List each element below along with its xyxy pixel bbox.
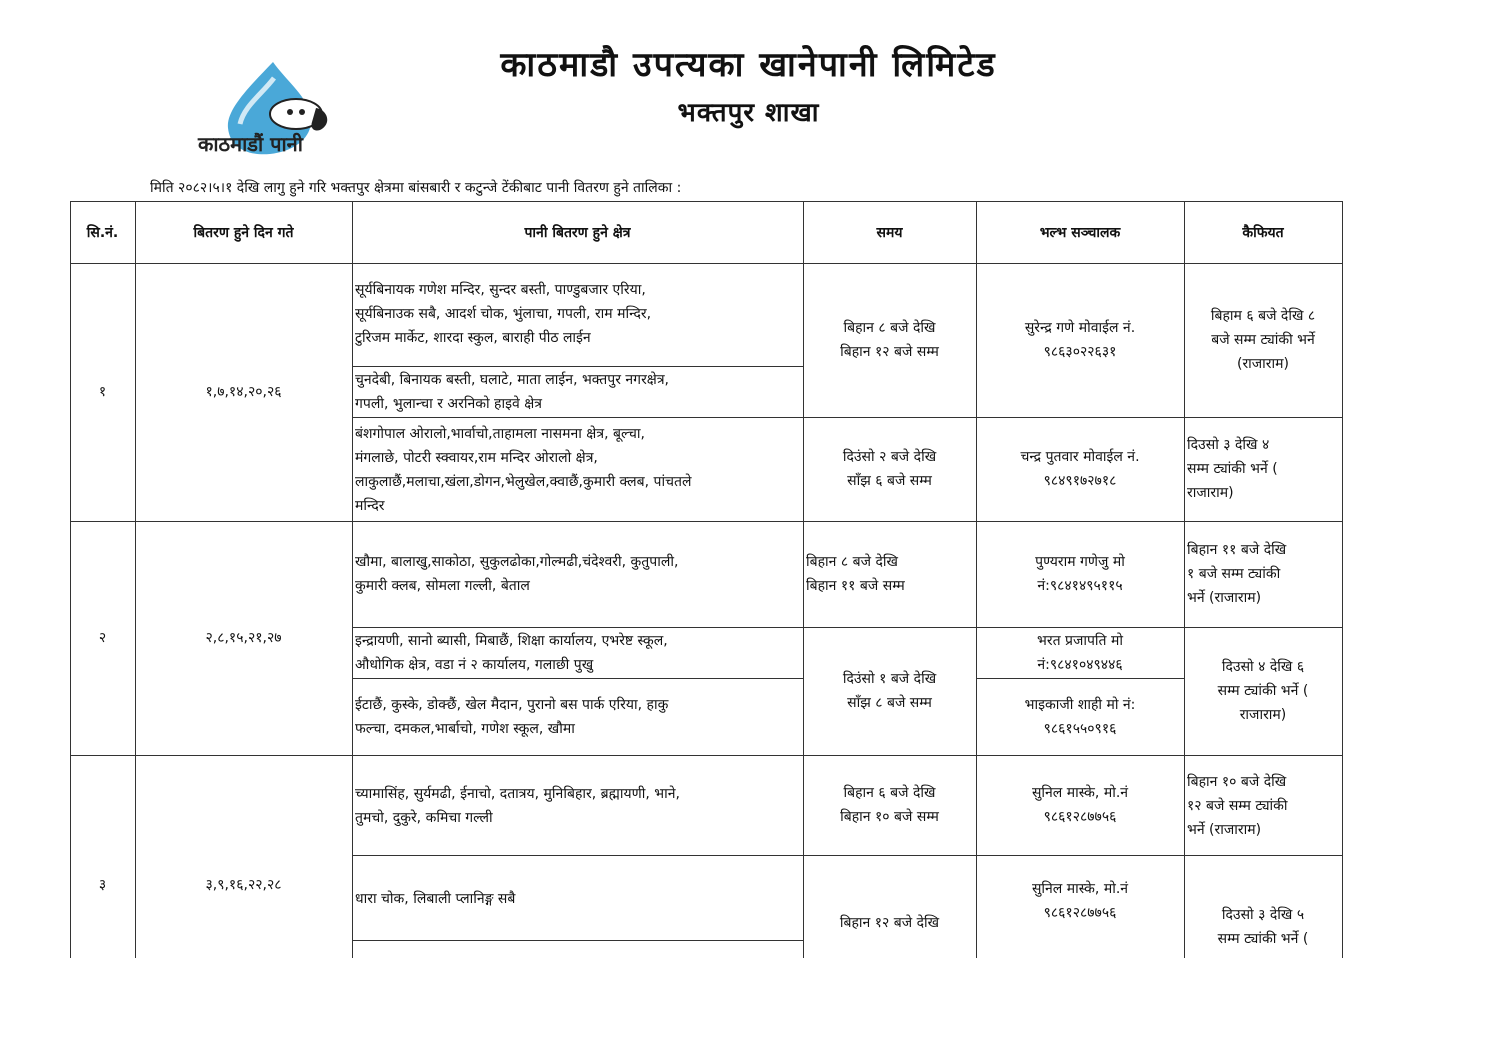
row-3-operator-2: सुनिल मास्के, मो.नं ९८६१२८७७५६	[1031, 881, 1129, 921]
distribution-table	[70, 201, 1343, 958]
grid-line	[1342, 201, 1343, 958]
notice-text: मिति २०८२।५।१ देखि लागु हुने गरि भक्तपुर क्षेत्रमा बांसबारी र कटुन्जे टेंकीबाट पानी वितरण हुने तालिका :	[150, 180, 682, 196]
col-header-sn: सि.नं.	[86, 224, 119, 241]
row-2-remarks-1: बिहान ११ बजे देखि १ बजे सम्म ट्यांकी भर्ने (राजाराम)	[1187, 542, 1287, 606]
col-header-area: पानी बितरण हुने क्षेत्र	[524, 224, 631, 241]
row-3-operator-1: सुनिल मास्के, मो.नं ९८६१२८७७५६	[1031, 785, 1129, 825]
row-2-area-2: इन्द्रायणी, सानो ब्यासी, मिबाछैं, शिक्षा कार्यालय, एभरेष्ट स्कूल, औधोगिक क्षेत्र, वडा नं २ कार्यालय, गलाछी पुखु	[355, 633, 668, 673]
row-2-dates: २,८,१५,२१,२७	[205, 630, 282, 646]
row-1-remarks-2: दिउसो ३ देखि ४ सम्म ट्यांकी भर्ने ( राजाराम)	[1187, 437, 1278, 501]
row-1-area-1: सूर्यबिनायक गणेश मन्दिर, सुन्दर बस्ती, पाण्डुबजार एरिया, सूर्यबिनाउक सबै, आदर्श चोक, भुंलाचा, गपली, राम मन्दिर, टुरिजम मार्केट, शारदा स्कुल, बाराही पीठ लाईन	[355, 282, 652, 346]
row-1-area-3: बंशगोपाल ओरालो,भार्वाचो,ताहामला नासमना क्षेत्र, बूल्चा, मंगलाछे, पोटरी स्क्वायर,राम मन्दिर ओरालो क्षेत्र, लाकुलाछैं,मलाचा,खंला,डोगन,भेलुखेल,क्वाछैं,कुमारी क्लब, पांचतले मन्दिर	[355, 426, 692, 514]
row-1-area-2: चुनदेबी, बिनायक बस्ती, घलाटे, माता लाईन, भक्तपुर नगरक्षेत्र, गपली, भुलान्चा र अरनिको हाइवे क्षेत्र	[355, 372, 670, 412]
row-2-time-1: बिहान ८ बजे देखि बिहान ११ बजे सम्म	[806, 554, 905, 594]
branch-title: भक्तपुर शाखा	[677, 98, 820, 128]
row-2-time-2: दिउंसो १ बजे देखि साँझ ८ बजे सम्म	[842, 671, 937, 711]
grid-line	[352, 201, 353, 958]
row-3-time-1: बिहान ६ बजे देखि बिहान १० बजे सम्म	[840, 785, 939, 825]
row-3-area-2: धारा चोक, लिबाली प्लानिङ्ग सबै	[355, 891, 516, 907]
org-title: काठमाडौ उपत्यका खानेपानी लिमिटेड	[500, 45, 997, 85]
grid-line	[352, 940, 804, 941]
row-3-sn: ३	[98, 877, 107, 893]
row-2-area-1: खौमा, बालाखु,साकोठा, सुकुलढोका,गोल्मढी,चंदेश्वरी, कुतुपाली, कुमारी क्लब, सोमला गल्ली, बेताल	[355, 554, 679, 594]
row-2-sn: २	[98, 630, 107, 646]
row-2-remarks-2: दिउसो ४ देखि ६ सम्म ट्यांकी भर्ने ( राजाराम)	[1217, 659, 1309, 723]
row-3-time-2: बिहान १२ बजे देखि	[839, 915, 940, 931]
col-header-time: समय	[876, 224, 903, 241]
row-3-area-1: च्यामासिंह, सुर्यमढी, ईनाचो, दतात्रय, मुनिबिहार, ब्रह्मायणी, भाने, तुमचो, दुकुरे, कमिचा गल्ली	[355, 786, 680, 826]
row-2-area-3: ईटाछैं, कुस्के, डोक्छैं, खेल मैदान, पुरानो बस पार्क एरिया, हाकु फल्चा, दमकल,भार्बाचो, गणेश स्कूल, खौमा	[355, 697, 669, 737]
row-1-dates: १,७,१४,२०,२६	[205, 384, 282, 400]
row-3-dates: ३,९,१६,२२,२८	[205, 877, 282, 893]
row-1-time-2: दिउंसो २ बजे देखि साँझ ६ बजे सम्म	[842, 449, 937, 489]
logo-text: काठमाडौं पानी	[198, 132, 303, 156]
grid-line	[352, 678, 804, 679]
row-1-time-1: बिहान ८ बजे देखि बिहान १२ बजे सम्म	[840, 320, 939, 360]
row-1-operator-2: चन्द्र पुतवार मोवाईल नं. ९८४९१७२७१८	[1020, 449, 1140, 489]
row-2-operator-3: भाइकाजी शाही मो नं: ९८६१५५०९१६	[1024, 696, 1136, 737]
row-2-operator-1: पुण्यराम गणेजु मो नं:९८४१४९५११५	[1035, 554, 1125, 594]
col-header-remarks: कैफियत	[1242, 224, 1284, 241]
row-1-operator-1: सुरेन्द्र गणे मोवाईल नं. ९८६३०२२६३१	[1024, 320, 1136, 360]
row-2-operator-2: भरत प्रजापति मो नं:९८४१०४९४४६	[1037, 632, 1123, 673]
row-3-remarks-1: बिहान १० बजे देखि १२ बजे सम्म ट्यांकी भर्ने (राजाराम)	[1187, 774, 1288, 838]
col-header-operator: भल्भ सञ्चालक	[1039, 224, 1121, 241]
col-header-dates: बितरण हुने दिन गते	[193, 224, 294, 241]
row-1-remarks-1: बिहाम ६ बजे देखि ८ बजे सम्म ट्यांकी भर्ने (राजाराम)	[1210, 308, 1316, 372]
grid-line	[352, 366, 804, 367]
row-3-remarks-2: दिउसो ३ देखि ५ सम्म ट्यांकी भर्ने (	[1217, 907, 1309, 947]
grid-line	[352, 855, 1343, 856]
row-1-sn: १	[98, 384, 107, 400]
